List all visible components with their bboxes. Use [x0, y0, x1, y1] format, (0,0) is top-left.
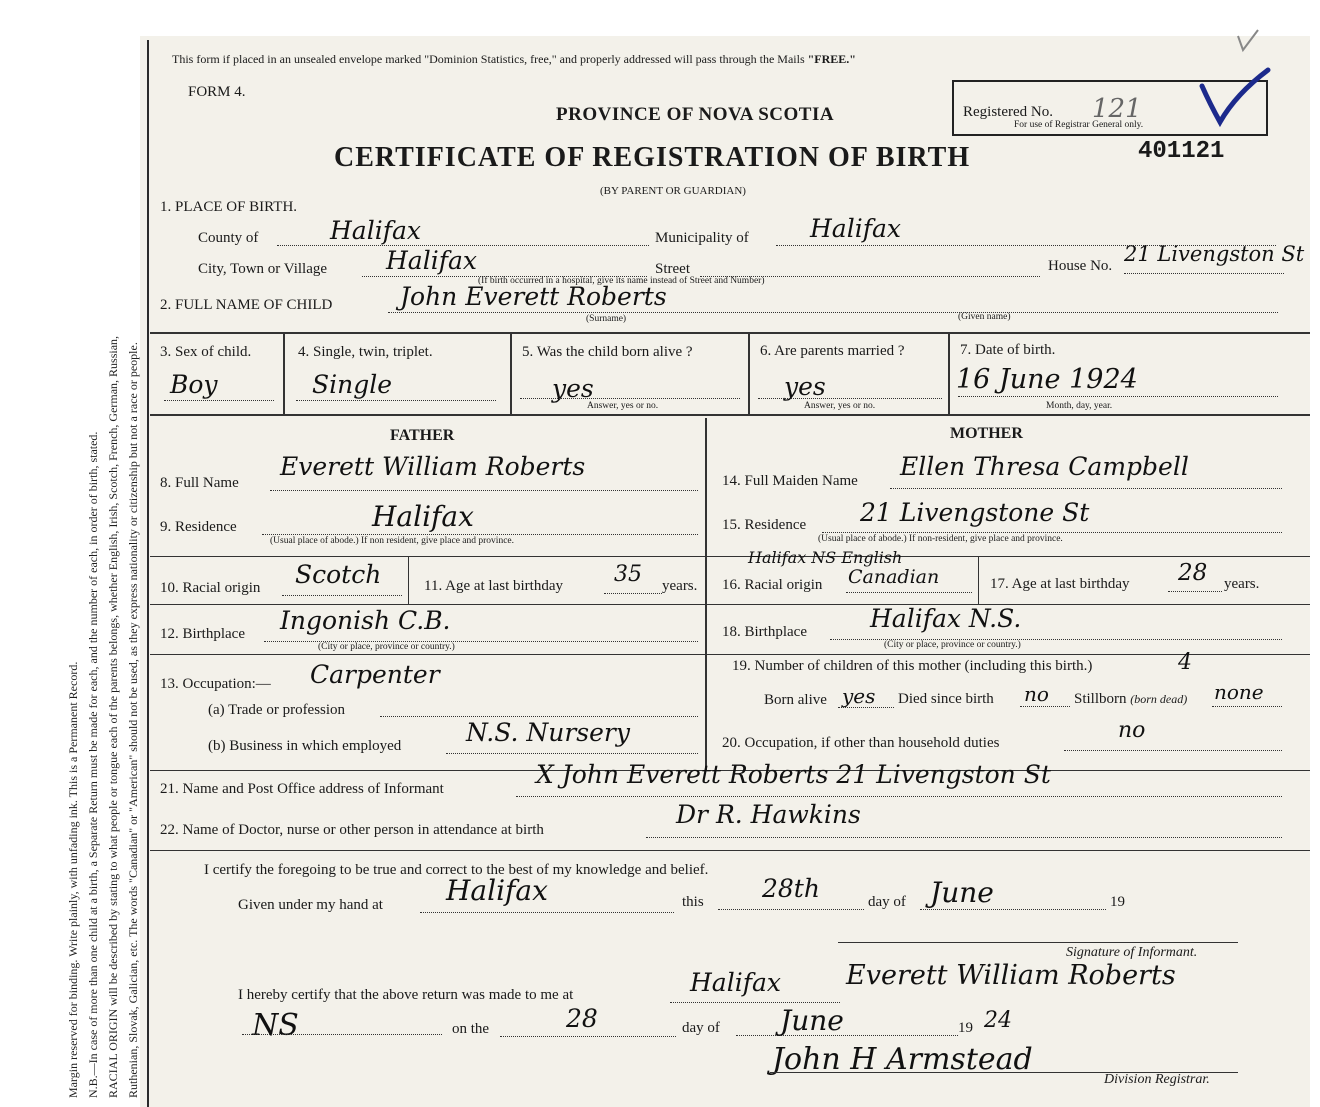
- father-residence-label: 9. Residence: [160, 519, 237, 535]
- dob-label: 7. Date of birth.: [960, 342, 1056, 358]
- signature-informant-label: Signature of Informant.: [1066, 945, 1198, 960]
- divider-racial-age: [408, 556, 409, 604]
- mail-notice-free: "FREE.": [807, 52, 856, 66]
- reg-year-suffix: 24: [984, 1008, 1012, 1033]
- margin-note-nationality: Ruthenian, Slovak, Galician, etc. The words "Canadian" or "American" should not be used, as they express nationality or citizenship but not a race or people.: [126, 342, 140, 1098]
- margin-note-multiple-births: N.B.—In case of more than one child at a birth, a Separate Return must be made for each, and the number of each, in order of birth, stated.: [86, 431, 100, 1098]
- father-racial-label: 10. Racial origin: [160, 580, 261, 596]
- house-line: [1124, 273, 1284, 274]
- parents-married-value: yes: [784, 372, 826, 401]
- day-value: 28th: [762, 874, 820, 903]
- reg-day-line: [500, 1036, 676, 1037]
- given-place-value: Halifax: [446, 874, 548, 907]
- reg-day-of-label: day of: [682, 1020, 720, 1036]
- child-name-value: John Everett Roberts: [400, 282, 667, 311]
- year-prefix: 19: [1110, 894, 1125, 910]
- mother-racial-label: 16. Racial origin: [722, 577, 823, 593]
- registrar-province-value: NS: [252, 1008, 299, 1043]
- trade-label: (a) Trade or profession: [208, 702, 346, 718]
- born-alive-count-label: Born alive: [764, 692, 827, 708]
- father-birthplace-value: Ingonish C.B.: [280, 606, 451, 635]
- mother-racial-line: [846, 592, 972, 593]
- rule-top-grid: [150, 332, 1310, 334]
- registrar-statement: I hereby certify that the above return was made to me at: [238, 987, 574, 1003]
- doctor-label: 22. Name of Doctor, nurse or other person in attendance at birth: [160, 822, 544, 838]
- reg-year-prefix: 19: [958, 1020, 973, 1036]
- father-occupation-value: Carpenter: [310, 660, 440, 689]
- informant-line: [516, 796, 1282, 797]
- sex-value: Boy: [170, 370, 218, 399]
- father-years: years.: [662, 578, 698, 594]
- trade-line: [380, 716, 698, 717]
- dob-note: Month, day, year.: [1046, 401, 1113, 411]
- sex-label: 3. Sex of child.: [160, 344, 252, 360]
- child-name-line: [388, 312, 1278, 313]
- municipality-label: Municipality of: [655, 230, 749, 246]
- mother-racial-value: Canadian: [848, 566, 940, 588]
- mother-residence-label: 15. Residence: [722, 517, 807, 533]
- registrar-place-value: Halifax: [690, 968, 781, 997]
- mother-heading: MOTHER: [950, 425, 1023, 442]
- died-since-birth-label: Died since birth: [898, 691, 994, 707]
- mother-name-line: [890, 488, 1282, 489]
- father-age-label: 11. Age at last birthday: [424, 578, 563, 594]
- father-residence-line: [262, 534, 698, 535]
- died-since-birth-value: no: [1024, 682, 1049, 706]
- dob-line: [958, 396, 1278, 397]
- rule-certify: [150, 850, 1310, 851]
- doctor-value: Dr R. Hawkins: [676, 800, 861, 829]
- province-heading: PROVINCE OF NOVA SCOTIA: [556, 104, 835, 125]
- born-alive-value: yes: [552, 374, 594, 403]
- divider-4-5: [510, 332, 512, 414]
- rule-father-birthplace: [150, 604, 705, 605]
- registrar-province-line: [242, 1034, 442, 1035]
- municipality-value: Halifax: [810, 214, 901, 243]
- city-label: City, Town or Village: [198, 261, 328, 277]
- mother-residence-note: (Usual place of abode.) If non-resident, give place and province.: [818, 534, 1063, 544]
- month-line: [920, 909, 1106, 910]
- given-place-line: [420, 912, 674, 913]
- father-name-line: [270, 490, 698, 491]
- registrar-signature: John H Armstead: [772, 1042, 1033, 1077]
- stillborn-label: [1074, 691, 1187, 708]
- house-label: House No.: [1048, 258, 1113, 274]
- father-birthplace-note: (City or place, province or country.): [318, 642, 455, 652]
- born-alive-label: 5. Was the child born alive ?: [522, 344, 693, 360]
- died-since-birth-line: [1020, 706, 1070, 707]
- certificate-title: CERTIFICATE OF REGISTRATION OF BIRTH: [334, 142, 971, 173]
- business-value: N.S. Nursery: [466, 718, 630, 747]
- business-line: [446, 753, 698, 754]
- surname-note: (Surname): [586, 314, 627, 324]
- margin-rule: [147, 40, 149, 1107]
- given-under-label: Given under my hand at: [238, 897, 383, 913]
- divider-3-4: [283, 332, 285, 414]
- place-of-birth-heading: 1. PLACE OF BIRTH.: [160, 199, 298, 215]
- born-alive-line: [520, 398, 740, 399]
- father-residence-value: Halifax: [372, 500, 474, 533]
- rule-father-occupation: [150, 654, 705, 655]
- informant-signature: Everett William Roberts: [846, 960, 1176, 991]
- child-name-label: 2. FULL NAME OF CHILD: [160, 297, 333, 313]
- this-label: this: [682, 894, 704, 910]
- father-racial-value: Scotch: [295, 560, 382, 589]
- given-name-note: (Given name): [958, 312, 1011, 322]
- stillborn-note: (born dead): [1130, 692, 1188, 706]
- father-heading: FATHER: [390, 427, 455, 444]
- day-of-label: day of: [868, 894, 906, 910]
- mother-birthplace-note: (City or place, province or country.): [884, 640, 1021, 650]
- mother-occupation-line: [1064, 750, 1282, 751]
- parents-married-line: [758, 398, 942, 399]
- doctor-line: [646, 837, 1282, 838]
- divider-5-6: [748, 332, 750, 414]
- stillborn-line: [1212, 706, 1282, 707]
- form-number: FORM 4.: [188, 84, 246, 100]
- rule-mother-children: [706, 654, 1310, 655]
- day-line: [718, 909, 864, 910]
- county-label: County of: [198, 230, 259, 246]
- mother-name-value: Ellen Thresa Campbell: [900, 452, 1189, 481]
- father-occupation-label: 13. Occupation:—: [160, 676, 271, 692]
- parents-married-label: 6. Are parents married ?: [760, 343, 905, 359]
- father-age-value: 35: [614, 562, 642, 587]
- registrar-place-line: [670, 1002, 840, 1003]
- born-alive-note: Answer, yes or no.: [587, 401, 659, 411]
- month-value: June: [930, 876, 994, 909]
- stillborn-value: none: [1214, 680, 1264, 704]
- sex-line: [164, 400, 274, 401]
- rule-parents: [150, 414, 1310, 416]
- reg-month-value: June: [780, 1004, 844, 1037]
- dob-value: 16 June 1924: [956, 364, 1138, 395]
- father-name-label: 8. Full Name: [160, 475, 239, 491]
- street-label: Street: [655, 261, 690, 277]
- mother-age-line: [1168, 591, 1222, 592]
- registered-value: 121: [1092, 94, 1142, 124]
- county-value: Halifax: [330, 216, 421, 245]
- plurality-label: 4. Single, twin, triplet.: [298, 344, 433, 360]
- business-label: (b) Business in which employed: [208, 738, 402, 754]
- mother-birthplace-label: 18. Birthplace: [722, 624, 807, 640]
- plurality-value: Single: [312, 370, 393, 399]
- certify-statement: I certify the foregoing to be true and correct to the best of my knowledge and belief.: [204, 862, 709, 878]
- registrar-note: For use of Registrar General only.: [1014, 120, 1144, 130]
- hospital-note: (If birth occurred in a hospital, give its name instead of Street and Number): [478, 276, 765, 286]
- signature-line-informant: [838, 942, 1238, 943]
- mother-occupation-label: 20. Occupation, if other than household duties: [722, 735, 1000, 751]
- registered-label: Registered No.: [963, 104, 1053, 120]
- mother-age-value: 28: [1178, 560, 1208, 586]
- mother-birthplace-value: Halifax N.S.: [870, 604, 1022, 633]
- mother-residence-value: 21 Livengstone St: [860, 498, 1090, 527]
- informant-label: 21. Name and Post Office address of Informant: [160, 781, 444, 797]
- divider-6-7: [948, 332, 950, 414]
- informant-value: X John Everett Roberts 21 Livengston St: [536, 760, 1051, 789]
- children-count-value: 4: [1178, 650, 1192, 675]
- rule-father-racial: [150, 556, 705, 557]
- parents-married-note: Answer, yes or no.: [804, 401, 876, 411]
- mail-notice: [172, 52, 856, 67]
- division-registrar-label: Division Registrar.: [1104, 1072, 1210, 1087]
- on-the-label: on the: [452, 1021, 490, 1037]
- margin-note-racial-origin: RACIAL ORIGIN will be described by stating to what people or tongue each of the parents belongs, whether English, Irish, Scotch, French, German, Russian,: [106, 335, 120, 1098]
- father-birthplace-label: 12. Birthplace: [160, 626, 245, 642]
- city-value: Halifax: [386, 246, 477, 275]
- mother-years: years.: [1224, 576, 1260, 592]
- father-racial-line: [282, 595, 402, 596]
- born-alive-count-value: yes: [842, 684, 876, 708]
- father-residence-note: (Usual place of abode.) If non resident, give place and province.: [270, 536, 514, 546]
- divider-mother-racial-age: [978, 556, 979, 604]
- plurality-line: [296, 400, 496, 401]
- father-name-value: Everett William Roberts: [280, 452, 586, 481]
- stillborn-label-text: Stillborn: [1074, 691, 1127, 707]
- children-count-label: 19. Number of children of this mother (including this birth.): [732, 658, 1093, 674]
- mother-racial-extra: Halifax NS English: [748, 548, 903, 567]
- divider-father-mother: [705, 418, 707, 770]
- mother-age-label: 17. Age at last birthday: [990, 576, 1130, 592]
- certificate-subtitle: (BY PARENT OR GUARDIAN): [600, 185, 746, 197]
- house-value: 21 Livengston St: [1124, 242, 1305, 266]
- mail-notice-text: This form if placed in an unsealed envelope marked "Dominion Statistics, free," and properly addressed will pass through the Mails: [172, 52, 805, 66]
- reg-day-value: 28: [566, 1004, 598, 1033]
- mother-occupation-value: no: [1118, 718, 1146, 743]
- reg-month-line: [736, 1035, 958, 1036]
- father-age-line: [604, 593, 662, 594]
- mother-name-label: 14. Full Maiden Name: [722, 473, 858, 489]
- stamp-number: 401121: [1138, 138, 1225, 165]
- mother-residence-line: [822, 532, 1282, 533]
- margin-note-binding: Margin reserved for binding. Write plainly, with unfading ink. This is a Permanent Record.: [66, 661, 80, 1098]
